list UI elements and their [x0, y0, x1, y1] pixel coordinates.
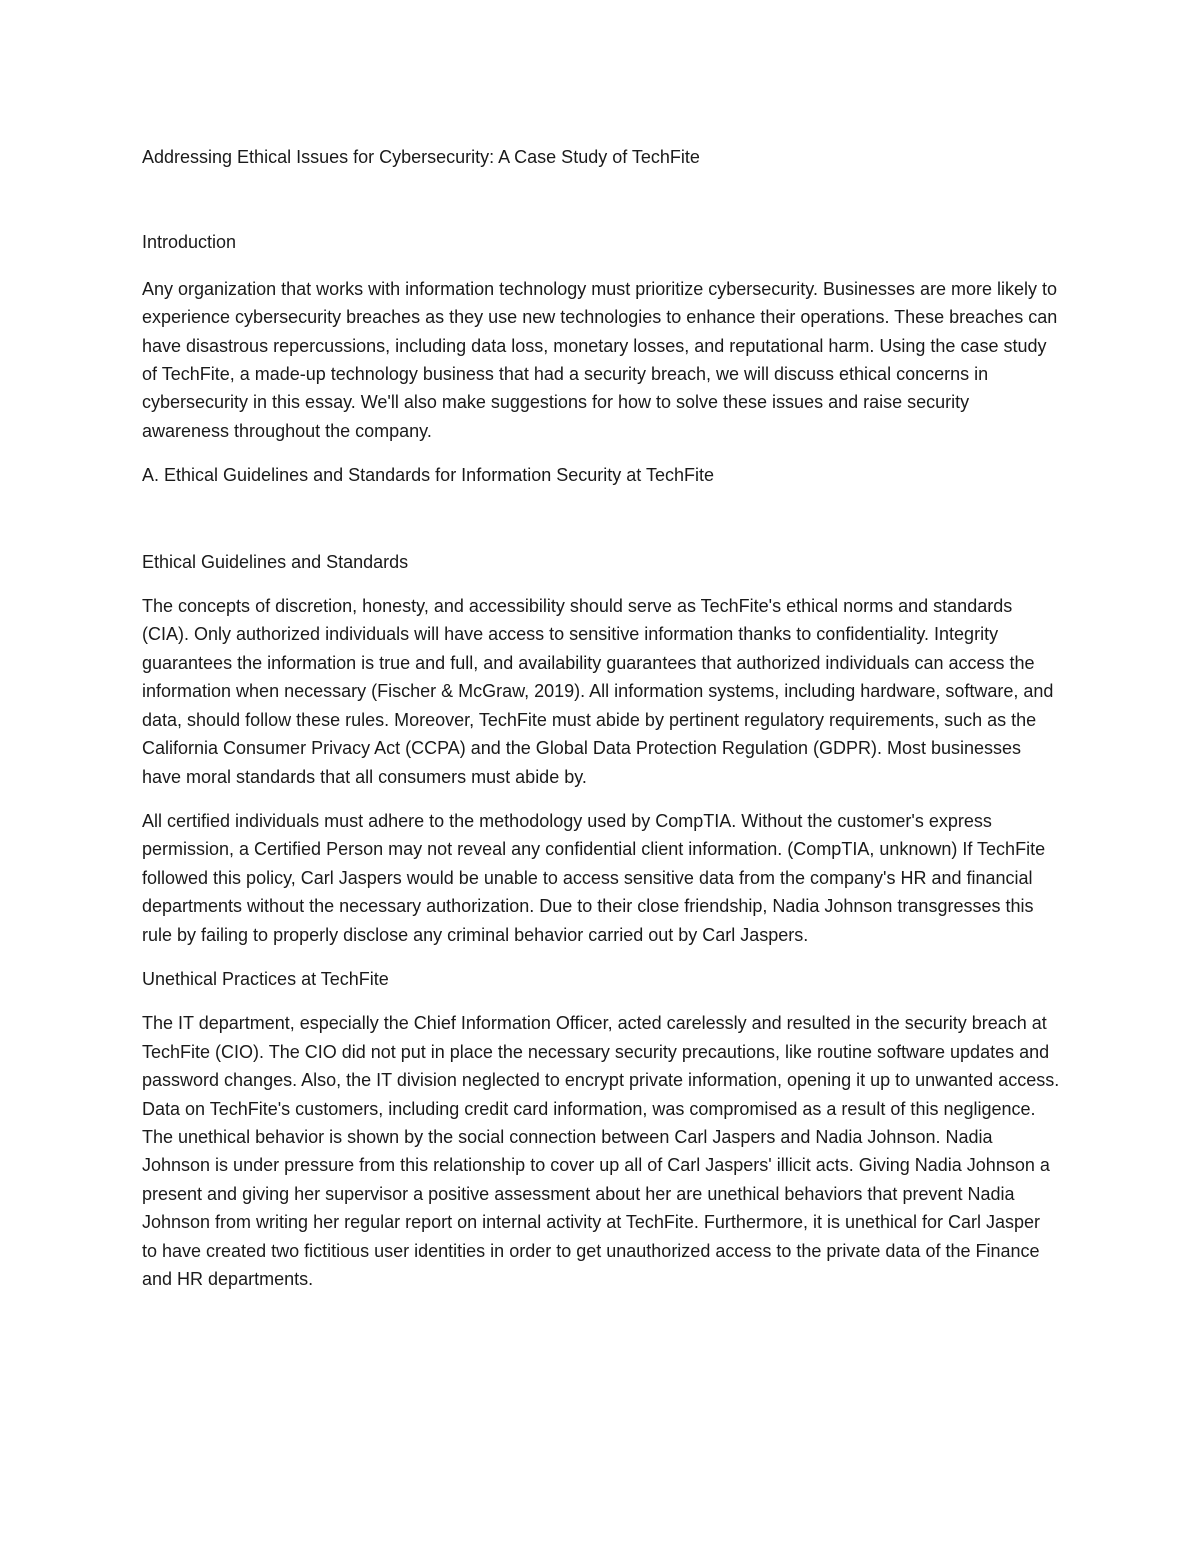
- section-a-heading: A. Ethical Guidelines and Standards for Information Security at TechFite: [142, 465, 714, 486]
- unethical-practices-paragraph: The IT department, especially the Chief Information Officer, acted carelessly and resulted in the security breach at TechFite (CIO). The CIO did not put in place the necessary security precautions, like routine software updates and password changes. Also, the IT division neglected to encrypt private information, opening it up to unwanted access. Data on TechFite's customers, including credit card information, was compromised as a result of this negligence. The unethical behavior is shown by the social connection between Carl Jaspers and Nadia Johnson. Nadia Johnson is under pressure from this relationship to cover up all of Carl Jaspers' illicit acts. Giving Nadia Johnson a present and giving her supervisor a positive assessment about her are unethical behaviors that prevent Nadia Johnson from writing her regular report on internal activity at TechFite. Furthermore, it is unethical for Carl Jasper to have created two fictitious user identities in order to get unauthorized access to the private data of the Finance and HR departments.: [142, 1013, 1060, 1289]
- guidelines-paragraph-1: The concepts of discretion, honesty, and accessibility should serve as TechFite's ethical norms and standards (CIA). Only authorized individuals will have access to sensitive information thanks to confidentiality. Integrity guarantees the information is true and full, and availability guarantees that authorized individuals can access the information when necessary (Fischer & McGraw, 2019). All information systems, including hardware, software, and data, should follow these rules. Moreover, TechFite must abide by pertinent regulatory requirements, such as the California Consumer Privacy Act (CCPA) and the Global Data Protection Regulation (GDPR). Most businesses have moral standards that all consumers must abide by.: [142, 596, 1054, 787]
- unethical-practices-heading: Unethical Practices at TechFite: [142, 968, 389, 989]
- guidelines-heading: Ethical Guidelines and Standards: [142, 551, 409, 572]
- guidelines-paragraph-2: All certified individuals must adhere to the methodology used by CompTIA. Without the customer's express permission, a Certified Person may not reveal any confidential client information. (CompTIA, unknown) If TechFite followed this policy, Carl Jaspers would be unable to access sensitive data from the company's HR and financial departments without the necessary authorization. Due to their close friendship, Nadia Johnson transgresses this rule by failing to properly disclose any criminal behavior carried out by Carl Jaspers.: [142, 810, 1046, 945]
- document-title: Addressing Ethical Issues for Cybersecurity: A Case Study of TechFite: [142, 147, 700, 167]
- intro-paragraph: Any organization that works with information technology must prioritize cybersecurity. Businesses are more likely to experience cybersecurity breaches as they use new technologies to enhance their operations. These breaches can have disastrous repercussions, including data loss, monetary losses, and reputational harm. Using the case study of TechFite, a made-up technology business that had a security breach, we will discuss ethical concerns in cybersecurity in this essay. We'll also make suggestions for how to solve these issues and raise security awareness throughout the company.: [142, 278, 1058, 441]
- intro-heading: Introduction: [142, 232, 237, 253]
- document-body: [142, 143, 1060, 1309]
